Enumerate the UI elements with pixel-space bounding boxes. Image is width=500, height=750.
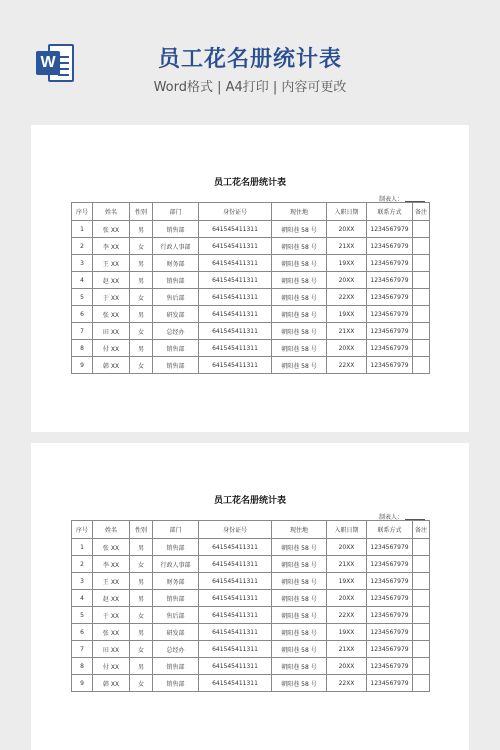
table-cell: 641545411311 xyxy=(199,573,272,590)
table-cell: 5 xyxy=(72,289,93,306)
table-cell: 男 xyxy=(130,624,153,641)
table-cell: 1234567979 xyxy=(367,573,413,590)
table-cell xyxy=(413,573,430,590)
table-cell: 1234567979 xyxy=(367,556,413,573)
table-cell: 朝阳巷 58 号 xyxy=(272,573,327,590)
table-cell: 女 xyxy=(130,323,153,340)
table-row xyxy=(72,539,430,556)
table-cell: 641545411311 xyxy=(199,658,272,675)
table-cell: 女 xyxy=(130,675,153,692)
table-row xyxy=(72,675,430,692)
table-cell: 田 XX xyxy=(93,323,130,340)
table-cell: 朝阳巷 58 号 xyxy=(272,289,327,306)
table-row xyxy=(72,556,430,573)
table-cell: 男 xyxy=(130,255,153,272)
table-cell: 销售部 xyxy=(153,357,199,374)
column-header: 身份证号 xyxy=(199,521,272,539)
table-cell: 销售部 xyxy=(153,340,199,357)
table-cell: 张 XX xyxy=(93,624,130,641)
table-header-row xyxy=(72,521,430,539)
table-cell: 付 XX xyxy=(93,658,130,675)
table-cell: 朝阳巷 58 号 xyxy=(272,539,327,556)
table-cell: 付 XX xyxy=(93,340,130,357)
table-cell: 朝阳巷 58 号 xyxy=(272,340,327,357)
column-header: 联系方式 xyxy=(367,203,413,221)
table-cell: 朝阳巷 58 号 xyxy=(272,255,327,272)
table-cell: 朝阳巷 58 号 xyxy=(272,641,327,658)
table-row xyxy=(72,221,430,238)
column-header: 现住地 xyxy=(272,203,327,221)
roster-table xyxy=(71,202,430,374)
table-cell: 1234567979 xyxy=(367,323,413,340)
table-cell: 朝阳巷 58 号 xyxy=(272,238,327,255)
table-cell: 女 xyxy=(130,641,153,658)
table-cell xyxy=(413,675,430,692)
column-header: 部门 xyxy=(153,203,199,221)
table-cell: 1234567979 xyxy=(367,255,413,272)
table-cell xyxy=(413,306,430,323)
table-cell: 张 XX xyxy=(93,539,130,556)
table-cell: 19XX xyxy=(327,255,367,272)
document-title: 员工花名册统计表 xyxy=(213,496,286,506)
table-cell: 19XX xyxy=(327,573,367,590)
table-row xyxy=(72,289,430,306)
column-header: 联系方式 xyxy=(367,521,413,539)
table-cell: 研发部 xyxy=(153,306,199,323)
table-cell xyxy=(413,357,430,374)
table-row xyxy=(72,641,430,658)
table-cell: 22XX xyxy=(327,357,367,374)
table-cell: 张 XX xyxy=(93,306,130,323)
table-cell xyxy=(413,607,430,624)
table-row xyxy=(72,590,430,607)
document-title: 员工花名册统计表 xyxy=(213,178,286,188)
table-cell: 4 xyxy=(72,272,93,289)
table-cell: 财务部 xyxy=(153,255,199,272)
table-cell: 1234567979 xyxy=(367,357,413,374)
table-header-row xyxy=(72,203,430,221)
table-cell: 王 XX xyxy=(93,255,130,272)
table-cell xyxy=(413,323,430,340)
table-cell: 9 xyxy=(72,357,93,374)
table-cell xyxy=(413,658,430,675)
table-cell: 销售部 xyxy=(153,590,199,607)
table-cell: 20XX xyxy=(327,272,367,289)
table-cell: 641545411311 xyxy=(199,306,272,323)
table-cell: 赵 XX xyxy=(93,272,130,289)
table-cell: 21XX xyxy=(327,238,367,255)
table-cell: 韩 XX xyxy=(93,675,130,692)
table-cell: 朝阳巷 58 号 xyxy=(272,675,327,692)
table-cell: 8 xyxy=(72,340,93,357)
table-cell: 朝阳巷 58 号 xyxy=(272,357,327,374)
table-cell: 行政人事部 xyxy=(153,556,199,573)
table-cell: 男 xyxy=(130,539,153,556)
table-cell: 李 XX xyxy=(93,556,130,573)
table-cell: 总经办 xyxy=(153,641,199,658)
table-cell: 1234567979 xyxy=(367,658,413,675)
table-row xyxy=(72,272,430,289)
table-cell: 641545411311 xyxy=(199,272,272,289)
table-cell: 19XX xyxy=(327,306,367,323)
table-cell: 1234567979 xyxy=(367,340,413,357)
table-cell: 男 xyxy=(130,658,153,675)
table-cell: 20XX xyxy=(327,340,367,357)
column-header: 部门 xyxy=(153,521,199,539)
table-row xyxy=(72,658,430,675)
table-cell: 男 xyxy=(130,590,153,607)
table-cell: 21XX xyxy=(327,323,367,340)
table-cell: 女 xyxy=(130,238,153,255)
banner-title: 员工花名册统计表 xyxy=(157,47,342,72)
table-body xyxy=(72,221,430,374)
table-cell xyxy=(413,340,430,357)
table-cell: 1234567979 xyxy=(367,675,413,692)
page-preview-2 xyxy=(31,443,469,750)
table-row xyxy=(72,323,430,340)
table-cell: 2 xyxy=(72,238,93,255)
table-cell xyxy=(413,624,430,641)
table-cell: 朝阳巷 58 号 xyxy=(272,306,327,323)
table-cell: 朝阳巷 58 号 xyxy=(272,658,327,675)
table-cell xyxy=(413,590,430,607)
table-cell: 7 xyxy=(72,323,93,340)
table-cell: 22XX xyxy=(327,289,367,306)
table-row xyxy=(72,255,430,272)
table-cell: 641545411311 xyxy=(199,590,272,607)
table-cell: 4 xyxy=(72,590,93,607)
table-cell: 女 xyxy=(130,357,153,374)
table-cell: 641545411311 xyxy=(199,221,272,238)
table-cell: 女 xyxy=(130,289,153,306)
banner xyxy=(0,0,500,118)
table-cell: 641545411311 xyxy=(199,675,272,692)
table-cell: 1234567979 xyxy=(367,607,413,624)
maker-label: 制表人： xyxy=(378,196,403,203)
table-cell: 销售部 xyxy=(153,658,199,675)
table-cell: 8 xyxy=(72,658,93,675)
table-cell xyxy=(413,289,430,306)
table-cell: 财务部 xyxy=(153,573,199,590)
table-cell: 销售部 xyxy=(153,539,199,556)
table-cell: 销售部 xyxy=(153,675,199,692)
table-cell: 641545411311 xyxy=(199,255,272,272)
table-cell: 男 xyxy=(130,221,153,238)
column-header: 身份证号 xyxy=(199,203,272,221)
table-cell: 20XX xyxy=(327,658,367,675)
table-cell: 售后部 xyxy=(153,607,199,624)
table-cell: 朝阳巷 58 号 xyxy=(272,590,327,607)
page-preview-1 xyxy=(31,125,469,432)
table-cell: 女 xyxy=(130,607,153,624)
table-cell: 641545411311 xyxy=(199,340,272,357)
table-cell: 21XX xyxy=(327,556,367,573)
banner-subtitle: Word格式 | A4打印 | 内容可更改 xyxy=(153,80,347,95)
table-row xyxy=(72,624,430,641)
table-cell: 6 xyxy=(72,306,93,323)
table-cell: 1234567979 xyxy=(367,641,413,658)
table-cell xyxy=(413,255,430,272)
table-cell: 19XX xyxy=(327,624,367,641)
table-row xyxy=(72,357,430,374)
column-header: 性别 xyxy=(130,203,153,221)
table-cell: 朝阳巷 58 号 xyxy=(272,624,327,641)
table-cell: 3 xyxy=(72,573,93,590)
table-cell: 641545411311 xyxy=(199,357,272,374)
table-cell: 3 xyxy=(72,255,93,272)
table-cell: 21XX xyxy=(327,641,367,658)
table-cell: 研发部 xyxy=(153,624,199,641)
word-badge: W xyxy=(36,51,60,75)
table-cell: 赵 XX xyxy=(93,590,130,607)
table-cell: 韩 XX xyxy=(93,357,130,374)
table-cell: 641545411311 xyxy=(199,323,272,340)
table-cell: 男 xyxy=(130,272,153,289)
table-cell: 7 xyxy=(72,641,93,658)
column-header: 性别 xyxy=(130,521,153,539)
table-cell: 1234567979 xyxy=(367,289,413,306)
table-body xyxy=(72,539,430,692)
table-cell xyxy=(413,238,430,255)
table-cell: 1234567979 xyxy=(367,590,413,607)
table-cell: 女 xyxy=(130,556,153,573)
column-header: 序号 xyxy=(72,203,93,221)
table-cell: 朝阳巷 58 号 xyxy=(272,272,327,289)
table-cell: 男 xyxy=(130,340,153,357)
table-row xyxy=(72,238,430,255)
table-cell: 男 xyxy=(130,306,153,323)
table-cell: 于 XX xyxy=(93,607,130,624)
table-cell: 男 xyxy=(130,573,153,590)
table-cell: 5 xyxy=(72,607,93,624)
table-cell: 王 XX xyxy=(93,573,130,590)
table-cell xyxy=(413,221,430,238)
table-cell: 2 xyxy=(72,556,93,573)
table-cell: 1 xyxy=(72,221,93,238)
table-cell: 641545411311 xyxy=(199,539,272,556)
table-cell: 1 xyxy=(72,539,93,556)
table-cell: 22XX xyxy=(327,675,367,692)
table-cell: 于 XX xyxy=(93,289,130,306)
column-header: 序号 xyxy=(72,521,93,539)
table-cell: 1234567979 xyxy=(367,539,413,556)
table-row xyxy=(72,306,430,323)
table-cell xyxy=(413,556,430,573)
table-cell: 6 xyxy=(72,624,93,641)
table-cell: 朝阳巷 58 号 xyxy=(272,221,327,238)
table-cell: 1234567979 xyxy=(367,624,413,641)
column-header: 入职日期 xyxy=(327,203,367,221)
table-cell: 销售部 xyxy=(153,272,199,289)
table-cell: 641545411311 xyxy=(199,641,272,658)
table-cell: 641545411311 xyxy=(199,556,272,573)
table-cell: 20XX xyxy=(327,221,367,238)
column-header: 备注 xyxy=(413,521,430,539)
table-row xyxy=(72,607,430,624)
table-cell xyxy=(413,272,430,289)
table-cell: 行政人事部 xyxy=(153,238,199,255)
table-cell: 李 XX xyxy=(93,238,130,255)
table-cell: 售后部 xyxy=(153,289,199,306)
table-cell: 张 XX xyxy=(93,221,130,238)
column-header: 入职日期 xyxy=(327,521,367,539)
maker-label: 制表人： xyxy=(378,514,403,521)
table-cell: 1234567979 xyxy=(367,238,413,255)
table-cell: 20XX xyxy=(327,590,367,607)
column-header: 姓名 xyxy=(93,203,130,221)
table-cell: 9 xyxy=(72,675,93,692)
table-cell: 1234567979 xyxy=(367,306,413,323)
table-cell: 641545411311 xyxy=(199,607,272,624)
table-cell: 朝阳巷 58 号 xyxy=(272,323,327,340)
table-cell: 1234567979 xyxy=(367,272,413,289)
column-header: 备注 xyxy=(413,203,430,221)
column-header: 现住地 xyxy=(272,521,327,539)
table-cell xyxy=(413,641,430,658)
table-cell: 总经办 xyxy=(153,323,199,340)
table-cell: 朝阳巷 58 号 xyxy=(272,556,327,573)
table-cell: 1234567979 xyxy=(367,221,413,238)
table-row xyxy=(72,573,430,590)
table-cell: 641545411311 xyxy=(199,624,272,641)
table-cell: 22XX xyxy=(327,607,367,624)
table-cell: 20XX xyxy=(327,539,367,556)
table-cell: 销售部 xyxy=(153,221,199,238)
table-row xyxy=(72,340,430,357)
table-cell: 641545411311 xyxy=(199,238,272,255)
table-cell xyxy=(413,539,430,556)
table-cell: 朝阳巷 58 号 xyxy=(272,607,327,624)
column-header: 姓名 xyxy=(93,521,130,539)
roster-table xyxy=(71,520,430,692)
table-cell: 641545411311 xyxy=(199,289,272,306)
table-cell: 田 XX xyxy=(93,641,130,658)
